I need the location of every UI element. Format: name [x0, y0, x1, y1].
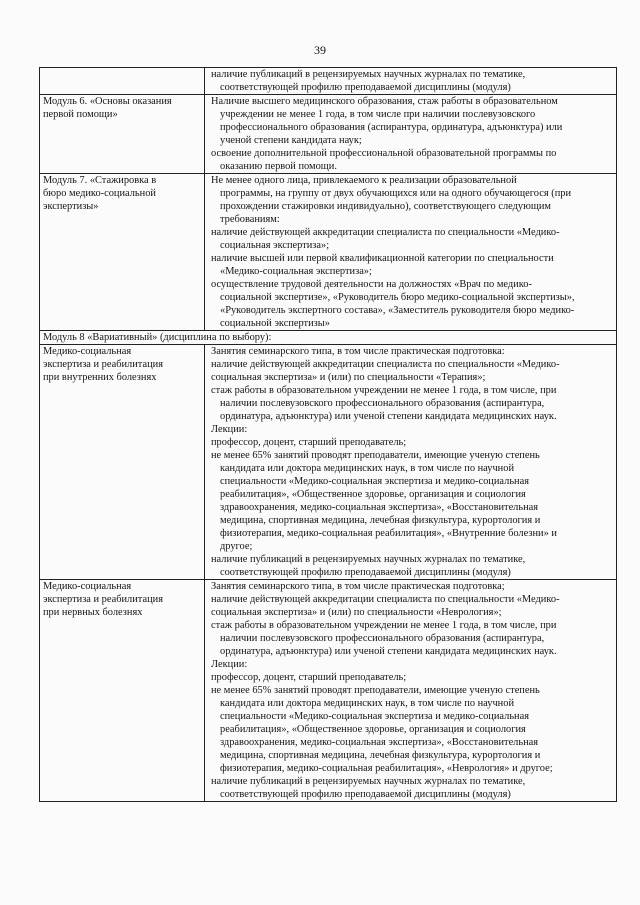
module-name-line: экспертиза и реабилитация: [43, 359, 163, 370]
requirement-line: ординатура, адъюнктура) или ученой степени кандидата медицинских наук.: [220, 411, 557, 422]
requirement-line: медицина, спортивная медицина, лечебная физкультура, курортология и: [220, 750, 541, 761]
requirement-line: не менее 65% занятий проводят преподаватели, имеющие ученую степень: [211, 450, 540, 461]
requirement-line: оказанию первой помощи.: [220, 161, 337, 172]
requirement-line: освоение дополнительной профессиональной образовательной программы по: [211, 148, 557, 159]
requirement-line: соответствующей профилю преподаваемой дисциплины (модуля): [220, 567, 511, 578]
requirement-line: наличие высшей или первой квалификационной категории по специальности: [211, 253, 554, 264]
requirement-line: Лекции:: [211, 424, 248, 435]
requirement-line: наличие действующей аккредитации специалиста по специальности «Медико-: [211, 594, 560, 605]
module-name-cell: [40, 580, 205, 802]
requirement-line: наличие публикаций в рецензируемых научных журналах по тематике,: [211, 776, 526, 787]
module-name-cell: [40, 345, 205, 580]
page-number: 39: [314, 43, 326, 57]
requirement-line: наличие публикаций в рецензируемых научных журналах по тематике,: [211, 554, 526, 565]
requirement-line: социальная экспертиза» и (или) по специальности «Неврология»;: [211, 607, 502, 618]
module-name-cell: [40, 174, 205, 331]
section-heading: Модуль 8 «Вариативный» (дисциплина по выбору):: [43, 332, 272, 343]
requirement-line: реабилитация», «Общественное здоровье, организация и социология: [220, 724, 526, 735]
requirements-cell: [205, 174, 617, 331]
requirement-line: ординатура, адъюнктура) или ученой степени кандидата медицинских наук.: [220, 646, 557, 657]
requirement-line: Не менее одного лица, привлекаемого к реализации образовательной: [211, 175, 517, 186]
requirement-line: осуществление трудовой деятельности на должностях «Врач по медико-: [211, 279, 532, 290]
requirement-line: наличие действующей аккредитации специалиста по специальности «Медико-: [211, 227, 560, 238]
requirement-line: Занятия семинарского типа, в том числе практическая подготовка:: [211, 346, 505, 357]
module-name-line: бюро медико-социальной: [43, 188, 156, 199]
requirements-cell: [205, 345, 617, 580]
requirement-line: Занятия семинарского типа, в том числе практическая подготовка;: [211, 581, 505, 592]
requirement-line: социальной экспертизы»: [220, 318, 330, 329]
module-name-line: экспертиза и реабилитация: [43, 594, 163, 605]
requirement-line: профессор, доцент, старший преподаватель;: [211, 672, 407, 683]
requirement-line: реабилитация», «Общественное здоровье, организация и социология: [220, 489, 526, 500]
module-name-line: экспертизы»: [43, 201, 99, 212]
requirement-line: социальная экспертиза»;: [220, 240, 330, 251]
requirements-table: [39, 67, 617, 802]
requirement-line: учреждении не менее 1 года, в том числе при наличии послевузовского: [220, 109, 536, 120]
requirement-line: социальная экспертиза» и (или) по специальности «Терапия»;: [211, 372, 486, 383]
requirement-line: медицина, спортивная медицина, лечебная физкультура, курортология и: [220, 515, 541, 526]
requirement-line: физиотерапия, медико-социальная реабилитация», «Внутренние болезни» и: [220, 528, 557, 539]
requirement-line: профессионального образования (аспирантура, ординатура, адъюнктура) или: [220, 122, 563, 133]
table-row: [40, 174, 617, 331]
table-body: [40, 68, 617, 802]
table-row: [40, 331, 617, 345]
module-name-cell: [40, 68, 205, 95]
module-name-line: Модуль 6. «Основы оказания: [43, 96, 172, 107]
requirement-line: физиотерапия, медико-социальная реабилитация», «Неврология» и другое;: [220, 763, 553, 774]
requirement-line: соответствующей профилю преподаваемой дисциплины (модуля): [220, 789, 511, 800]
requirements-cell: [205, 95, 617, 174]
requirement-line: специальности «Медико-социальная экспертиза и медико-социальная: [220, 711, 530, 722]
module-name-line: Медико-социальная: [43, 346, 132, 357]
module-name-line: при внутренних болезнях: [43, 372, 157, 383]
requirement-line: Наличие высшего медицинского образования, стаж работы в образовательном: [211, 96, 558, 107]
requirement-line: ученой степени кандидата наук;: [220, 135, 362, 146]
requirement-line: «Медико-социальная экспертиза»;: [220, 266, 372, 277]
module-name-line: при нервных болезнях: [43, 607, 143, 618]
requirement-line: требованиям:: [220, 214, 280, 225]
section-heading-cell: [40, 331, 617, 345]
requirement-line: профессор, доцент, старший преподаватель;: [211, 437, 407, 448]
requirement-line: программы, на группу от двух обучающихся или на одного обучающегося (при: [220, 188, 572, 199]
requirement-line: наличие публикаций в рецензируемых научных журналах по тематике,: [211, 69, 526, 80]
requirement-line: стаж работы в образовательном учреждении не менее 1 года, в том числе, при: [211, 385, 557, 396]
requirement-line: наличие действующей аккредитации специалиста по специальности «Медико-: [211, 359, 560, 370]
requirement-line: социальной экспертизе», «Руководитель бюро медико-социальной экспертизы»,: [220, 292, 575, 303]
requirements-cell: [205, 580, 617, 802]
table-row: [40, 68, 617, 95]
requirement-line: здравоохранения, медико-социальная экспертиза», «Восстановительная: [220, 737, 539, 748]
requirement-line: наличии послевузовского профессионального образования (аспирантура,: [220, 633, 545, 644]
table-row: [40, 95, 617, 174]
module-name-cell: [40, 95, 205, 174]
requirement-line: специальности «Медико-социальная экспертиза и медико-социальная: [220, 476, 530, 487]
requirement-line: другое;: [220, 541, 253, 552]
requirement-line: соответствующей профилю преподаваемой дисциплины (модуля): [220, 82, 511, 93]
requirement-line: кандидата или доктора медицинских наук, в том числе по научной: [220, 463, 515, 474]
requirement-line: Лекции:: [211, 659, 248, 670]
table-row: [40, 345, 617, 580]
requirement-line: не менее 65% занятий проводят преподаватели, имеющие ученую степень: [211, 685, 540, 696]
requirement-line: «Руководитель экспертного состава», «Заместитель руководителя бюро медико-: [220, 305, 575, 316]
requirements-cell: [205, 68, 617, 95]
module-name-line: Медико-социальная: [43, 581, 132, 592]
requirement-line: прохождении стажировки индивидуально), соответствующего следующим: [220, 201, 551, 212]
module-name-line: первой помощи»: [43, 109, 118, 120]
module-name-line: Модуль 7. «Стажировка в: [43, 175, 157, 186]
requirement-line: стаж работы в образовательном учреждении не менее 1 года, в том числе, при: [211, 620, 557, 631]
requirement-line: кандидата или доктора медицинских наук, в том числе по научной: [220, 698, 515, 709]
requirement-line: здравоохранения, медико-социальная экспертиза», «Восстановительная: [220, 502, 539, 513]
table-row: [40, 580, 617, 802]
requirement-line: наличии послевузовского профессионального образования (аспирантура,: [220, 398, 545, 409]
